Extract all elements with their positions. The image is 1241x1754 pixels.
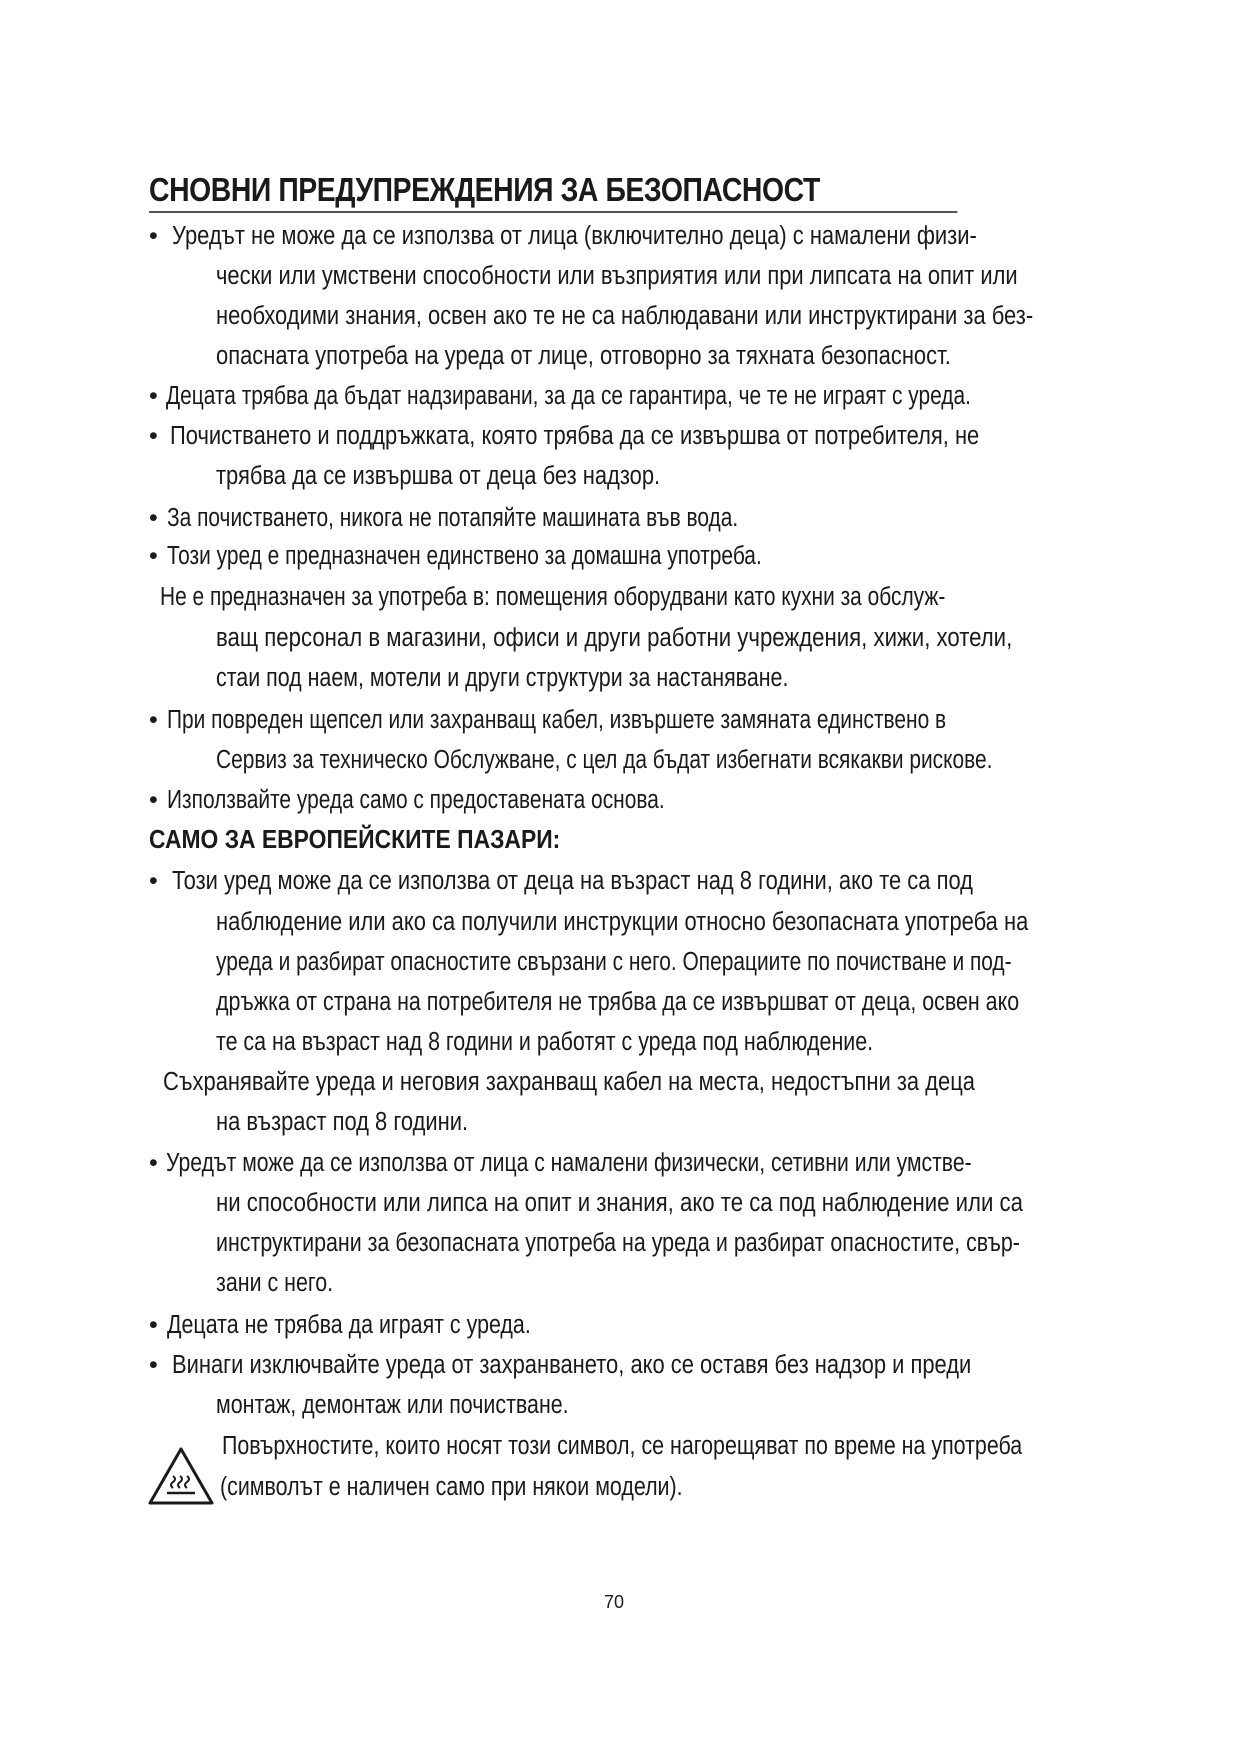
- bullet-marker: •: [149, 1311, 158, 1339]
- text-line: Уредът не може да се използва от лица (включително деца) с намалени физи-: [172, 222, 977, 250]
- text-line: Винаги изключвайте уреда от захранването, ако се оставя без надзор и преди: [172, 1351, 972, 1379]
- bullet-marker: •: [149, 222, 158, 250]
- bullet-marker: •: [149, 867, 158, 895]
- text-line: уреда и разбират опасностите свързани с него. Операциите по почистване и под-: [216, 948, 1012, 976]
- text-line: трябва да се извършва от деца без надзор.: [216, 462, 661, 490]
- text-line: зани с него.: [216, 1269, 334, 1297]
- bullet-marker: •: [149, 1149, 158, 1177]
- text-line: Уредът може да се използва от лица с намалени физически, сетивни или умстве-: [166, 1149, 972, 1177]
- text-line: дръжка от страна на потребителя не трябва да се извършват от деца, освен ако: [216, 988, 1020, 1016]
- text-line: чески или умствени способности или възприятия или при липсата на опит или: [216, 262, 1018, 290]
- text-line: инструктирани за безопасната употреба на уреда и разбират опасностите, свър-: [216, 1229, 1020, 1257]
- page-number: 70: [604, 1592, 625, 1612]
- section-subheading: САМО ЗА ЕВРОПЕЙСКИТЕ ПАЗАРИ:: [149, 824, 561, 854]
- text-line: опасната употреба на уреда от лице, отговорно за тяхната безопасност.: [216, 342, 951, 370]
- bullet-marker: •: [149, 1351, 158, 1379]
- hot-surface-warning-icon: [147, 1446, 215, 1506]
- text-line: те са на възраст над 8 години и работят с уреда под наблюдение.: [216, 1028, 874, 1056]
- text-line: Повърхностите, които носят този символ, се нагорещяват по време на употреба: [222, 1432, 1023, 1460]
- text-line: Този уред е предназначен единствено за домашна употреба.: [167, 542, 762, 570]
- bullet-marker: •: [149, 542, 158, 570]
- page-title: СНОВНИ ПРЕДУПРЕЖДЕНИЯ ЗА БЕЗОПАСНОСТ: [149, 170, 957, 213]
- text-line: Децата трябва да бъдат надзиравани, за да се гарантира, че те не играят с уреда.: [166, 382, 971, 410]
- text-line: необходими знания, освен ако те не са наблюдавани или инструктирани за без-: [216, 302, 1034, 330]
- text-line: Използвайте уреда само с предоставената основа.: [167, 786, 665, 814]
- text-line: монтаж, демонтаж или почистване.: [216, 1391, 569, 1419]
- text-line: стаи под наем, мотели и други структури за настаняване.: [216, 664, 789, 692]
- bullet-marker: •: [149, 504, 158, 532]
- text-line: наблюдение или ако са получили инструкции относно безопасната употреба на: [216, 908, 1029, 936]
- text-line: Почистването и поддръжката, която трябва да се извършва от потребителя, не: [170, 422, 980, 450]
- bullet-marker: •: [149, 382, 158, 410]
- text-line: на възраст под 8 години.: [216, 1108, 469, 1136]
- text-line: Не е предназначен за употреба в: помещения оборудвани като кухни за обслуж-: [160, 583, 946, 611]
- text-line: При повреден щепсел или захранващ кабел, извършете замяната единствено в: [167, 706, 947, 734]
- text-line: Сервиз за техническо Обслужване, с цел да бъдат избегнати всякакви рискове.: [216, 746, 993, 774]
- bullet-marker: •: [149, 786, 158, 814]
- bullet-marker: •: [149, 422, 158, 450]
- text-line: Децата не трябва да играят с уреда.: [167, 1311, 531, 1339]
- text-line: Този уред може да се използва от деца на възраст над 8 години, ако те са под: [172, 867, 973, 895]
- text-line: Съхранявайте уреда и неговия захранващ кабел на места, недостъпни за деца: [163, 1068, 975, 1096]
- text-line: (символът е наличен само при някои модели).: [220, 1473, 683, 1501]
- text-line: ни способности или липса на опит и знания, ако те са под наблюдение или са: [216, 1189, 1023, 1217]
- text-line: ващ персонал в магазини, офиси и други работни учреждения, хижи, хотели,: [216, 624, 1013, 652]
- text-line: За почистването, никога не потапяйте машината във вода.: [167, 504, 739, 532]
- bullet-marker: •: [149, 706, 158, 734]
